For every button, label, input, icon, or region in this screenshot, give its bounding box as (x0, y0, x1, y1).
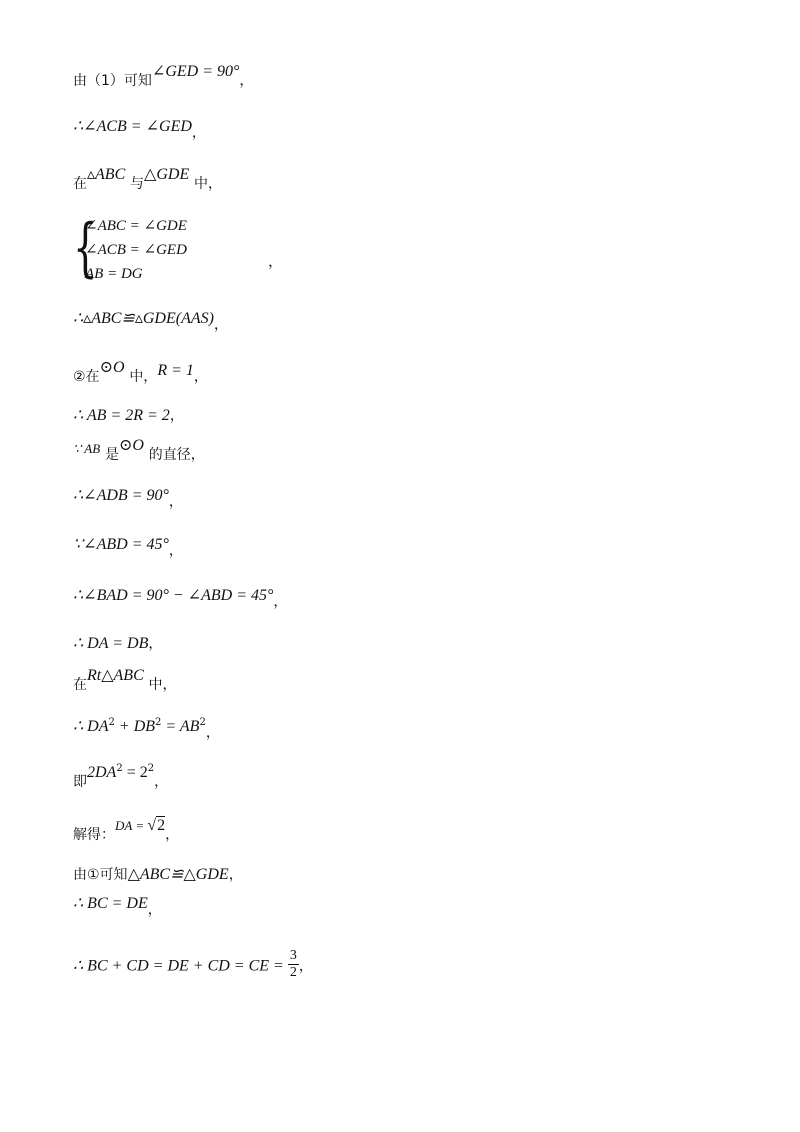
system-comma: ， (268, 252, 284, 270)
line-1-comma: ， (239, 73, 254, 89)
fraction (288, 948, 299, 981)
line-1-math: ∠GED = 90° (151, 63, 240, 80)
line-14 (73, 716, 220, 741)
line-19-math: ∴ BC + CD = DE + CD = CE = (73, 957, 288, 975)
line-6-text-b: 中， (129, 369, 158, 385)
line-11 (73, 585, 288, 610)
line-8-text-a: 是 (104, 447, 119, 463)
line-3-text-a: 在 (73, 176, 87, 192)
line-10-comma: ， (168, 543, 183, 559)
line-16-comma: ， (165, 827, 180, 843)
line-15-sup-2: 2 (147, 763, 155, 774)
line-8-math-a: ∵ AB (73, 441, 101, 456)
line-18-comma: ， (147, 902, 162, 918)
line-15-math-b: = 2 (122, 764, 148, 781)
line-7-comma: ， (169, 408, 184, 424)
line-14-sup-3: 2 (199, 717, 206, 728)
line-17 (73, 864, 243, 884)
line-9-comma: ， (168, 494, 183, 510)
line-14-math-c: = AB (161, 718, 200, 735)
line-3-math-b: △GDE (144, 166, 190, 183)
line-5-comma: ， (213, 317, 228, 333)
line-18-math: ∴ BC = DE (73, 895, 148, 912)
line-17-math: △ABC≌△GDE (127, 866, 229, 883)
line-11-comma: ， (273, 594, 288, 610)
line-14-comma: ， (205, 725, 220, 741)
line-6-math-b: R = 1 (157, 362, 194, 379)
line-11-math: ∴∠BAD = 90° − ∠ABD = 45° (73, 587, 274, 604)
line-1 (73, 63, 254, 90)
line-6 (73, 359, 208, 386)
line-3-text-c: 中， (194, 176, 222, 192)
line-6-comma: ， (193, 369, 208, 385)
line-5-math: ∴▵ABC≌▵GDE(AAS) (73, 310, 214, 327)
line-5 (73, 308, 228, 333)
line-16 (73, 817, 180, 844)
line-7-math: ∴ AB = 2R = 2 (73, 407, 170, 424)
line-15 (73, 763, 169, 791)
line-13 (73, 667, 177, 694)
fraction-denominator: 2 (289, 965, 297, 980)
line-8-text-b: 的直径， (148, 447, 205, 463)
line-17-comma: ， (228, 867, 243, 883)
line-12-comma: ， (148, 636, 163, 652)
line-3-text-b: 与 (130, 176, 145, 192)
system-row-2: ∠ACB = ∠GED (85, 242, 187, 258)
line-2-math: ∴∠ACB = ∠GED (73, 118, 192, 135)
line-19-comma: ， (298, 958, 313, 975)
line-8 (73, 437, 205, 464)
line-13-text-b: 中， (148, 677, 177, 693)
line-10-math: ∵∠ABD = 45° (73, 536, 169, 553)
line-14-sup-2: 2 (155, 717, 162, 728)
line-14-math-b: + DB (114, 718, 156, 735)
line-15-comma: ， (154, 774, 169, 790)
line-12-math: ∴ DA = DB (73, 635, 149, 652)
line-2 (73, 116, 206, 141)
line-16-text: 解得： (73, 827, 115, 843)
line-16-math-a: DA = (115, 818, 148, 833)
line-16-radicand: 2 (157, 817, 166, 834)
line-3-math-a: ▵ABC (87, 166, 126, 183)
line-6-math-a: ⊙O (99, 359, 125, 376)
line-15-math-a: 2DA (87, 764, 117, 781)
line-7 (73, 405, 184, 425)
left-brace: { (73, 211, 98, 285)
line-10 (73, 534, 183, 559)
line-15-sup-1: 2 (116, 763, 123, 774)
line-13-math: Rt△ABC (87, 667, 144, 684)
system-row-1: ∠ABC = ∠GDE (85, 218, 187, 234)
line-14-math-a: ∴ DA (73, 718, 109, 735)
line-8-math-b: ⊙O (118, 437, 144, 454)
fraction-numerator: 3 (289, 948, 297, 963)
line-19 (73, 950, 313, 983)
line-14-sup-1: 2 (108, 717, 115, 728)
system-row-3: AB = DG (85, 266, 143, 282)
line-12 (73, 633, 162, 653)
sqrt-icon: √ (147, 817, 157, 834)
line-6-text-a: ②在 (73, 369, 100, 385)
line-9 (73, 485, 183, 510)
line-1-text: 由（1）可知 (73, 73, 152, 89)
line-13-text-a: 在 (73, 677, 87, 693)
line-17-text: 由①可知 (73, 867, 128, 883)
line-15-text: 即 (73, 774, 87, 790)
line-3 (73, 166, 222, 193)
line-2-comma: ， (191, 125, 206, 141)
line-9-math: ∴∠ADB = 90° (73, 487, 169, 504)
line-18 (73, 893, 162, 918)
